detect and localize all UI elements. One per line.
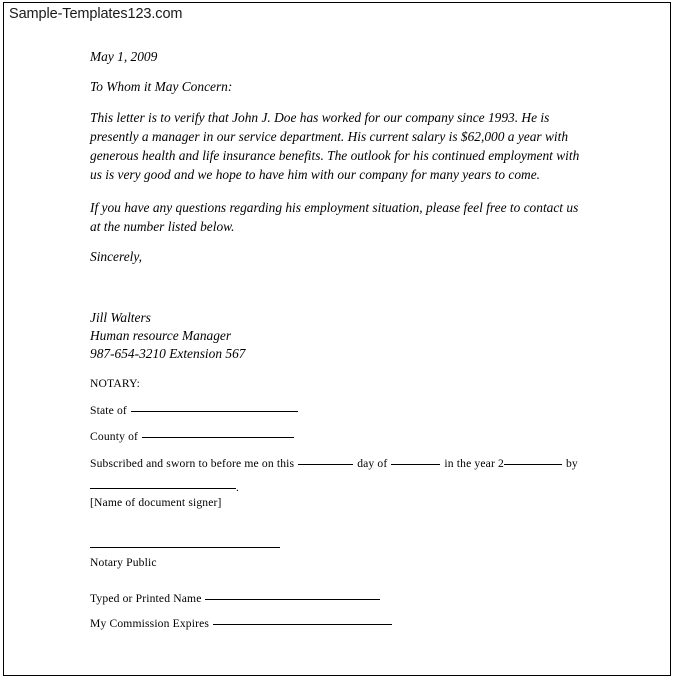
typed-name-input-line[interactable] <box>205 599 380 600</box>
signer-title: Human resource Manager <box>90 327 232 343</box>
commission-expires-input-line[interactable] <box>213 624 392 625</box>
commission-expires-row <box>90 617 392 631</box>
document-signer-field <box>90 481 250 510</box>
document-signer-line[interactable] <box>90 488 236 489</box>
notary-sworn-row <box>90 457 578 471</box>
notary-heading: NOTARY: <box>90 377 140 390</box>
spacer-after-salutation <box>90 97 590 108</box>
signature-block <box>90 309 590 363</box>
document-signer-caption: [Name of document signer] <box>90 496 222 509</box>
spacer-after-paragraph-1 <box>90 185 590 198</box>
county-label: County of <box>90 430 139 443</box>
sworn-text-4: by <box>565 457 578 470</box>
signer-phone: 987-654-3210 Extension 567 <box>90 345 246 361</box>
sworn-month-line[interactable] <box>391 464 440 465</box>
commission-expires-label: My Commission Expires <box>90 617 210 630</box>
letter-date: May 1, 2009 <box>90 49 158 64</box>
letter-body <box>90 47 590 363</box>
site-watermark-header: Sample-Templates123.com <box>9 6 183 22</box>
notary-county-row <box>90 430 294 444</box>
notary-state-row <box>90 404 298 418</box>
signer-name: Jill Walters <box>90 309 151 325</box>
notary-public-label: Notary Public <box>90 556 157 569</box>
sworn-text-1: Subscribed and sworn to before me on this <box>90 457 295 470</box>
notary-public-signature-line[interactable] <box>90 547 280 548</box>
letter-salutation: To Whom it May Concern: <box>90 79 233 95</box>
typed-name-row <box>90 592 380 606</box>
letter-closing: Sincerely, <box>90 249 142 265</box>
state-label: State of <box>90 404 127 417</box>
sworn-text-2: day of <box>357 457 388 470</box>
sworn-text-3: in the year 2 <box>444 457 504 470</box>
county-input-line[interactable] <box>142 437 294 438</box>
sworn-day-line[interactable] <box>298 464 353 465</box>
document-signer-period: . <box>236 481 240 494</box>
letter-paragraph-1: This letter is to verify that John J. Doe has worked for our company since 1993. He is presently a manager in our service department. His current salary is $62,000 a year with generous health and life insurance benefits. The outlook for his continued employment with us is very good and we hope to have him with our company for many years to come. <box>90 109 580 183</box>
sworn-year-line[interactable] <box>504 464 562 465</box>
letter-paragraph-2: If you have any questions regarding his employment situation, please feel free to contact us at the number listed below. <box>90 199 579 235</box>
spacer-signature-space <box>90 267 590 309</box>
notary-public-field <box>90 540 282 570</box>
spacer-after-paragraph-2 <box>90 236 590 247</box>
spacer-after-date <box>90 66 590 77</box>
document-page <box>3 2 671 676</box>
state-input-line[interactable] <box>131 411 298 412</box>
typed-name-label: Typed or Printed Name <box>90 592 202 605</box>
